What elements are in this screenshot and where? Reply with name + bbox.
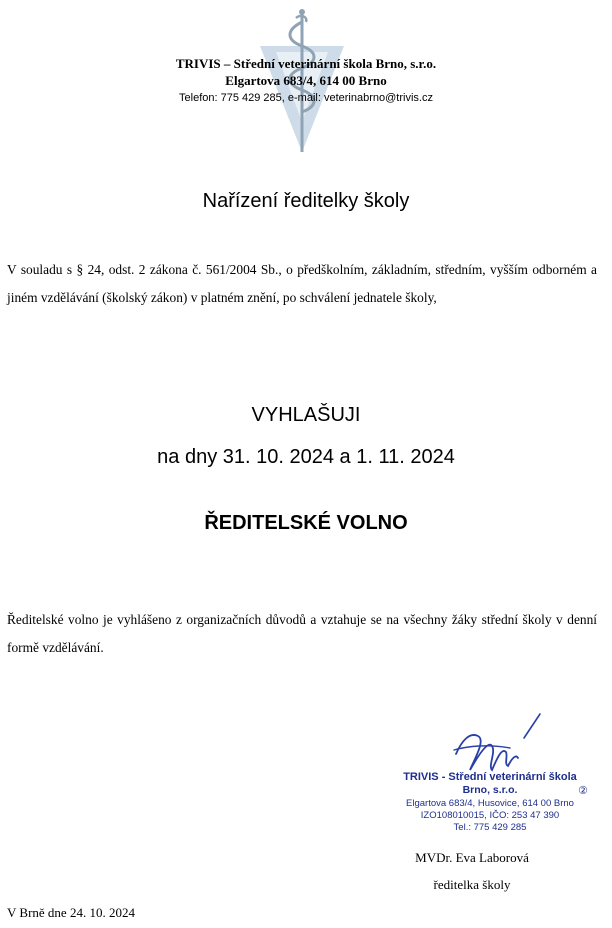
intro-paragraph: V souladu s § 24, odst. 2 zákona č. 561/2004 Sb., o předškolním, základním, středním, vyšším odborném a jiném vzdělávání (školský zákon) v platném znění, po schválení jednatele školy, <box>7 262 597 305</box>
stamp-number: ② <box>578 785 588 797</box>
stamp-line-company: Brno, s.r.o. <box>462 784 518 796</box>
school-contact: Telefon: 775 429 285, e-mail: veterinabrno@trivis.cz <box>179 92 433 104</box>
stamp-line-school: TRIVIS - Střední veterinární škola <box>403 771 577 783</box>
body-paragraph: Ředitelské volno je vyhlášeno z organizačních důvodů a vztahuje se na všechny žáky střední školy v denní formě vzdělávání. <box>7 612 597 655</box>
school-address: Elgartova 683/4, 614 00 Brno <box>225 73 387 88</box>
dates-line: na dny 31. 10. 2024 a 1. 11. 2024 <box>157 446 455 468</box>
announce-word: VYHLAŠUJI <box>251 404 361 426</box>
document-title: Nařízení ředitelky školy <box>202 190 410 212</box>
stamp-line-address: Elgartova 683/4, Husovice, 614 00 Brno <box>406 798 574 809</box>
school-name: TRIVIS – Střední veterinární škola Brno, s.r.o. <box>175 56 437 71</box>
main-heading: ŘEDITELSKÉ VOLNO <box>204 512 408 534</box>
stamp-line-ids: IZO108010015, IČO: 253 47 390 <box>420 810 560 821</box>
stamp-line-phone: Tel.: 775 429 285 <box>453 822 527 833</box>
place-date: V Brně dne 24. 10. 2024 <box>7 905 135 920</box>
signer-role: ředitelka školy <box>433 877 511 892</box>
signer-name: MVDr. Eva Laborová <box>415 850 529 865</box>
